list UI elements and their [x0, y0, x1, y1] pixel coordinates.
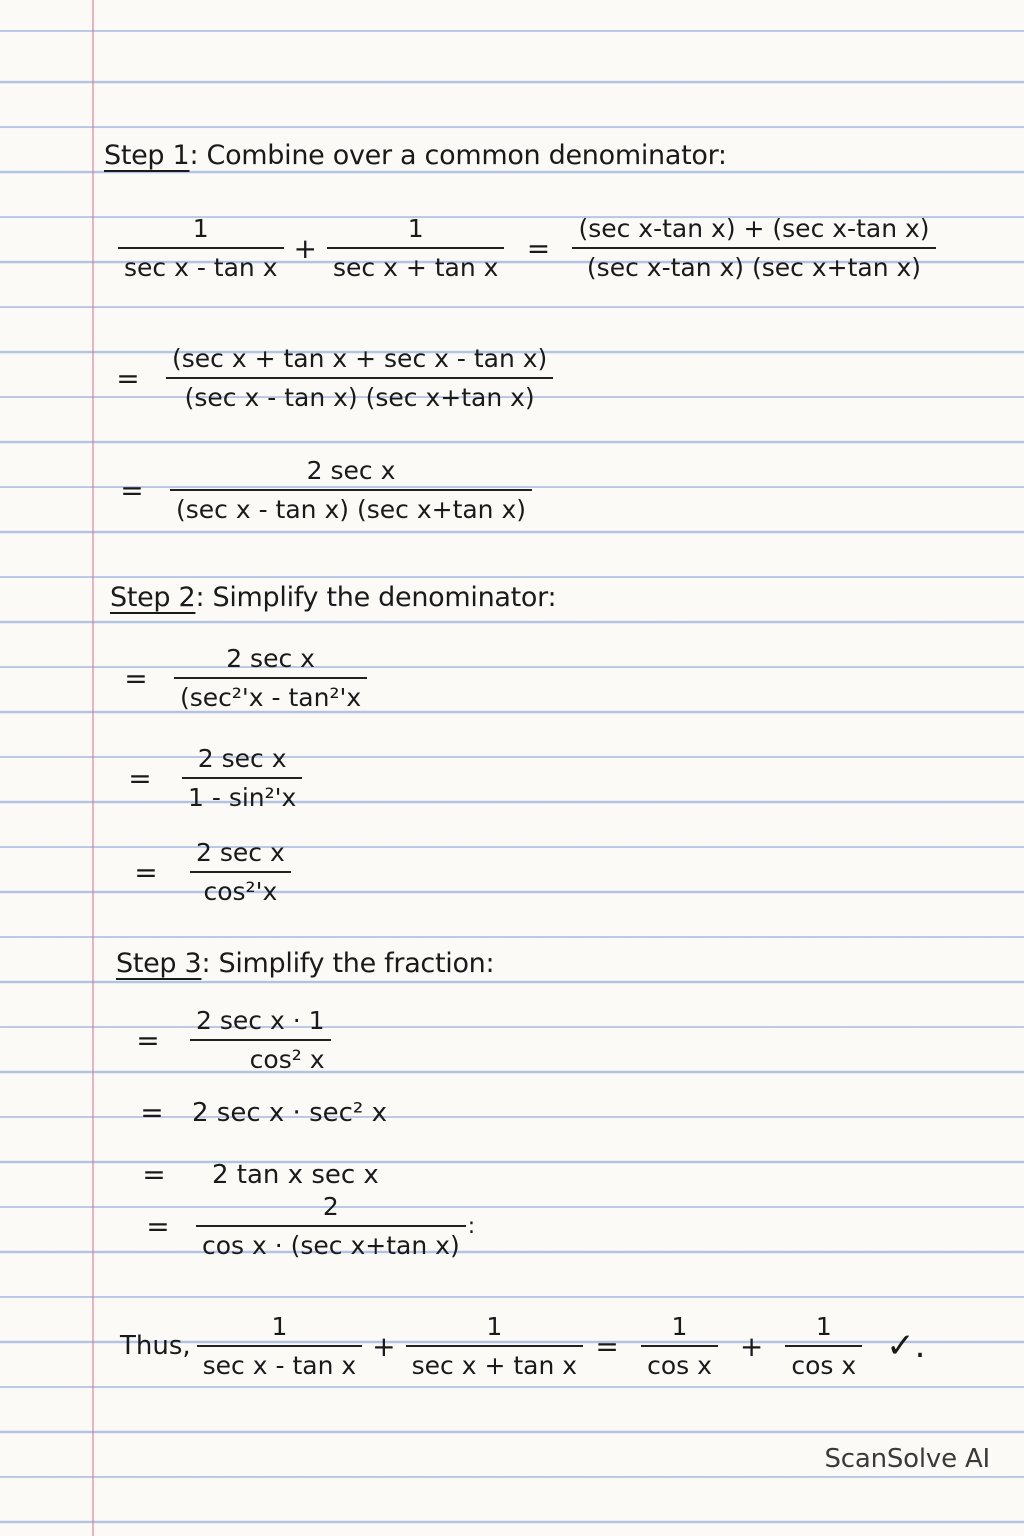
equals-sign: = [116, 361, 140, 395]
equation-line-5 [116, 744, 302, 812]
numerator: 2 [322, 1192, 339, 1221]
denominator: (sec²'x - tan²'x [180, 683, 362, 712]
fraction [785, 1312, 862, 1380]
denominator: cos x [791, 1351, 857, 1380]
step-1-text: : Combine over a common denominator: [189, 140, 727, 171]
equation-line-2 [104, 344, 553, 412]
step-3-label: Step 3 [116, 948, 202, 979]
numerator: (sec x + tan x + sec x - tan x) [172, 344, 548, 373]
equation-line-9 [130, 1158, 379, 1191]
equals-sign: = [146, 1209, 170, 1243]
conclusion-prefix: Thus, [120, 1331, 191, 1361]
equals-sign: = [124, 661, 148, 695]
numerator: (sec x-tan x) + (sec x-tan x) [578, 214, 930, 243]
expression: 2 tan x sec x [212, 1159, 379, 1190]
equals-sign: = [120, 473, 144, 507]
conclusion-line [120, 1312, 925, 1380]
fraction [182, 744, 302, 812]
fraction [196, 1192, 466, 1260]
equation-line-3 [108, 456, 532, 524]
equation-line-10 [134, 1192, 475, 1260]
numerator: 2 sec x · 1 [196, 1006, 325, 1035]
step-2-text: : Simplify the denominator: [195, 582, 557, 613]
numerator: 1 [815, 1312, 832, 1341]
equals-sign: = [134, 855, 158, 889]
brand-watermark: ScanSolve AI [824, 1444, 990, 1474]
step-2-label: Step 2 [110, 582, 196, 613]
step-1-heading [104, 140, 727, 171]
plus-sign: + [372, 1329, 396, 1363]
step-3-text: : Simplify the fraction: [201, 948, 495, 979]
denominator: sec x + tan x [332, 253, 499, 282]
equals-sign: = [595, 1329, 619, 1363]
equals-sign: = [140, 1096, 164, 1129]
equation-line-8 [128, 1096, 387, 1129]
equals-sign: = [136, 1023, 160, 1057]
numerator: 1 [486, 1312, 503, 1341]
fraction [572, 214, 935, 282]
denominator: (sec x - tan x) (sec x+tan x) [176, 495, 527, 524]
fraction [170, 456, 532, 524]
numerator: 1 [671, 1312, 688, 1341]
numerator: 1 [192, 214, 209, 243]
equation-line-6 [122, 838, 291, 906]
equals-sign: = [526, 231, 551, 265]
fraction [327, 214, 504, 282]
denominator: (sec x - tan x) (sec x+tan x) [184, 383, 535, 412]
denominator: (sec x-tan x) (sec x+tan x) [586, 253, 922, 282]
equals-sign: = [142, 1158, 166, 1191]
equation-line-1 [118, 214, 936, 282]
fraction [118, 214, 284, 282]
plus-sign: + [739, 1329, 764, 1363]
equals-sign: = [128, 761, 152, 795]
denominator: sec x + tan x [411, 1351, 578, 1380]
step-1-label: Step 1 [104, 140, 190, 171]
equation-line-4 [112, 644, 367, 712]
fraction [166, 344, 553, 412]
plus-sign: + [293, 231, 317, 265]
denominator: sec x - tan x [202, 1351, 357, 1380]
fraction [406, 1312, 583, 1380]
checkmark-icon: ✓. [886, 1326, 926, 1366]
expression: 2 sec x · sec² x [192, 1097, 387, 1128]
fraction [174, 644, 367, 712]
step-3-heading [116, 948, 494, 979]
denominator: cos x · (sec x+tan x) [202, 1231, 460, 1260]
numerator: 2 sec x [197, 744, 287, 773]
numerator: 2 sec x [226, 644, 315, 673]
numerator: 2 sec x [306, 456, 396, 485]
fraction [641, 1312, 718, 1380]
numerator: 2 sec x [196, 838, 285, 867]
numerator: 1 [271, 1312, 288, 1341]
denominator: sec x - tan x [124, 253, 278, 282]
step-2-heading [110, 582, 556, 613]
fraction [197, 1312, 363, 1380]
denominator: cos²'x [203, 877, 278, 906]
numerator: 1 [407, 214, 424, 243]
denominator: 1 - sin²'x [188, 783, 297, 812]
fraction [190, 1006, 331, 1074]
equation-line-7 [124, 1006, 331, 1074]
trailing-colon: : [467, 1213, 476, 1239]
fraction [190, 838, 291, 906]
denominator: cos x [647, 1351, 712, 1380]
denominator: cos² x [249, 1045, 325, 1074]
